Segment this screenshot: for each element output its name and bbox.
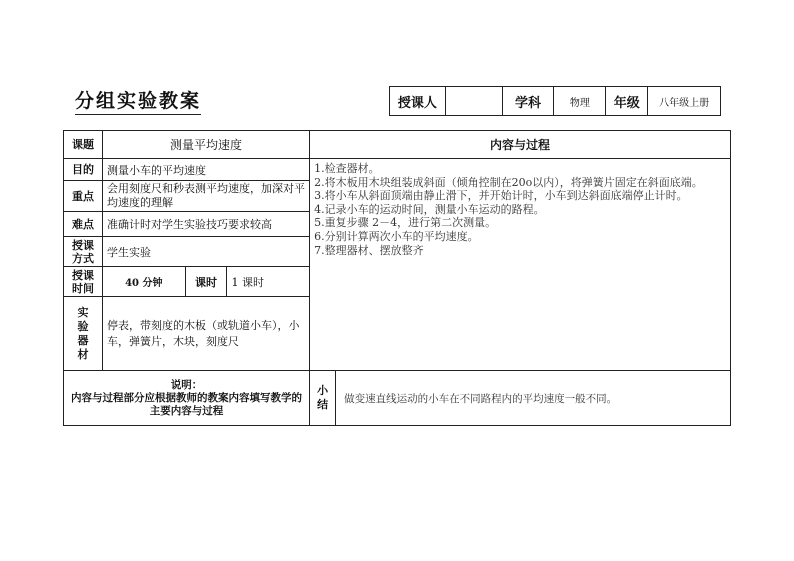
equipment-value: 停表，带刻度的木板（或轨道小车），小车，弹簧片，木块，刻度尺 xyxy=(102,297,309,371)
content-header: 内容与过程 xyxy=(310,131,731,159)
hours-value: 1 课时 xyxy=(227,267,310,297)
difficulty-label: 难点 xyxy=(64,212,103,237)
grade-label: 年级 xyxy=(606,87,648,116)
focus-label: 重点 xyxy=(64,181,103,212)
header-info-table xyxy=(389,86,721,116)
step-item: 6.分别计算两次小车的平均速度。 xyxy=(314,229,479,243)
difficulty-value: 准确计时对学生实验技巧要求较高 xyxy=(102,212,309,237)
process-steps xyxy=(310,159,731,371)
topic-label: 课题 xyxy=(64,131,103,159)
lesson-plan-table xyxy=(63,130,731,426)
focus-value: 会用刻度尺和秒表测平均速度，加深对平均速度的理解 xyxy=(102,181,309,212)
subject-value: 物理 xyxy=(554,87,606,116)
step-item: 7.整理器材、摆放整齐 xyxy=(314,243,424,257)
grade-value: 八年级上册 xyxy=(648,87,721,116)
step-item: 1.检查器材。 xyxy=(314,162,380,175)
subject-label: 学科 xyxy=(502,87,554,116)
method-label: 授课方式 xyxy=(64,237,103,267)
page-title: 分组实验教案 xyxy=(75,90,201,115)
step-item: 2.将木板用木块组装成斜面（倾角控制在20o以内），将弹簧片固定在斜面底端。 xyxy=(314,175,703,189)
teacher-label: 授课人 xyxy=(390,87,446,116)
note-title: 说明： xyxy=(170,378,203,391)
method-value: 学生实验 xyxy=(102,237,309,267)
note-body: 内容与过程部分应根据教师的教案内容填写教学的主要内容与过程 xyxy=(71,391,303,417)
equipment-label: 实验器材 xyxy=(64,297,103,371)
summary-label: 小结 xyxy=(310,371,336,426)
note-cell xyxy=(64,371,310,426)
hours-label: 课时 xyxy=(185,267,227,297)
step-item: 5.重复步骤 2－4，进行第二次测量。 xyxy=(314,216,497,230)
time-label: 授课时间 xyxy=(64,267,103,297)
goal-label: 目的 xyxy=(64,159,103,181)
step-item: 4.记录小车的运动时间，测量小车运动的路程。 xyxy=(314,202,545,216)
teacher-value xyxy=(445,87,502,116)
goal-value: 测量小车的平均速度 xyxy=(102,159,309,181)
step-item: 3.将小车从斜面顶端由静止滑下，并开始计时，小车到达斜面底端停止计时。 xyxy=(314,189,688,203)
topic-value: 测量平均速度 xyxy=(102,131,309,159)
time-value: 40 分钟 xyxy=(102,267,185,297)
summary-value: 做变速直线运动的小车在不同路程内的平均速度一般不同。 xyxy=(336,371,731,426)
